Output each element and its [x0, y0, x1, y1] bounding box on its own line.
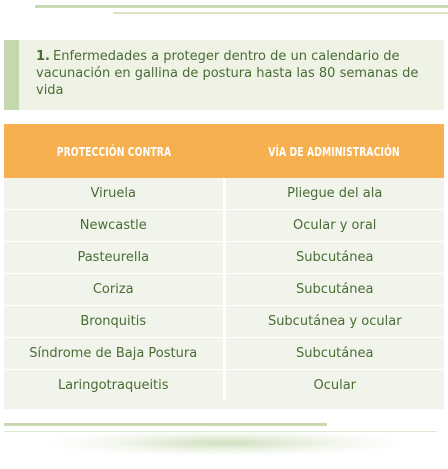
table-row: [4, 305, 444, 337]
bottom-decorative-rule: [4, 423, 327, 426]
table-row: [4, 273, 444, 305]
heading-card: [4, 40, 444, 110]
table-row: [4, 241, 444, 273]
table-row: [4, 209, 444, 241]
bottom-shadow: [50, 430, 400, 456]
disease-cell: Viruela: [4, 178, 226, 209]
disease-cell: Pasteurella: [4, 242, 226, 273]
top-decorative-rule-thin: [113, 12, 448, 14]
route-cell: Subcutánea: [296, 282, 374, 297]
disease-cell: Síndrome de Baja Postura: [4, 338, 226, 369]
table-row: [4, 178, 444, 209]
table-heading: [36, 48, 436, 99]
disease-cell: Coriza: [4, 274, 226, 305]
heading-number: 1.: [36, 49, 50, 64]
table-row: [4, 369, 444, 401]
table-row: [4, 337, 444, 369]
table-bottom-padding: [4, 401, 444, 409]
disease-cell: Bronquitis: [4, 306, 226, 337]
route-cell: Subcutánea: [296, 250, 374, 265]
vaccination-table: [4, 124, 444, 409]
column-header-protection: PROTECCIÓN CONTRA: [56, 143, 172, 159]
route-cell: Pliegue del ala: [287, 186, 383, 201]
top-decorative-rule: [35, 5, 448, 8]
route-cell: Ocular: [313, 378, 357, 393]
table-header: [4, 124, 444, 178]
disease-cell: Newcastle: [4, 210, 226, 241]
heading-title: Enfermedades a proteger dentro de un calendario de vacunación en gallina de postura hasta las 80 semanas de vida: [36, 49, 419, 98]
route-cell: Ocular y oral: [293, 218, 377, 233]
column-header-route: VÍA DE ADMINISTRACIÓN: [268, 143, 400, 159]
route-cell: Subcutánea y ocular: [267, 314, 402, 329]
route-cell: Subcutánea: [296, 346, 374, 361]
table-body: [4, 178, 444, 401]
disease-cell: Laringotraqueitis: [4, 370, 226, 401]
heading-accent-bar: [4, 40, 19, 110]
